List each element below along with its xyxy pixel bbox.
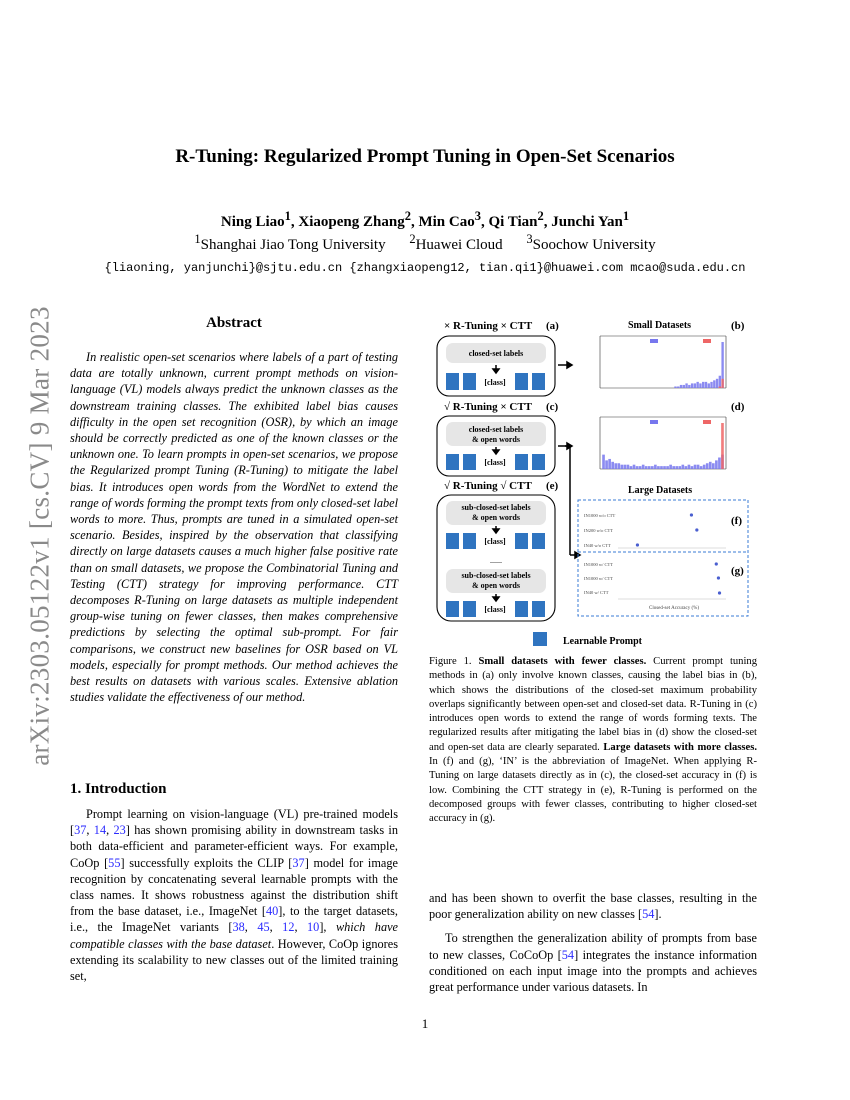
svg-text:sub-closed-set labels: sub-closed-set labels xyxy=(461,503,531,512)
learnable-prompt-token xyxy=(532,373,545,390)
histogram-bar-open xyxy=(703,465,706,469)
author-name: Xiaopeng Zhang xyxy=(298,214,405,230)
figure-caption: Figure 1. Small datasets with fewer classes. Current prompt tuning methods in (a) only involve known classes, causing the label bias in (b), which shows the distributions of the closed-set maximum probability overlaps significantly between open-set and closed-set data. R-Tuning in (c) introduces open words to extend the range of words forming texts. The regularized results after mitigating the label bias in (d) show the closed-set and open-set data are clearly separated. Large datasets with more classes. In (f) and (g), ‘IN’ is the abbreviation of ImageNet. When applying R-Tuning on large datasets directly as in (c), the closed-set accuracy in (f) is low. Combining the CTT strategy in (e), R-Tuning is performed on the decomposed groups with fewer classes, contributing to higher closed-set accuracy in (g). xyxy=(429,656,758,825)
histogram-bar-close xyxy=(685,383,687,388)
citation-link[interactable]: 37 xyxy=(74,823,87,838)
svg-text:IN1000 w/ CTT: IN1000 w/ CTT xyxy=(584,562,613,567)
histogram-bar-close xyxy=(696,382,698,388)
legend-learnable-label: Learnable Prompt xyxy=(563,636,642,647)
learnable-prompt-token xyxy=(515,373,528,390)
histogram-bar-open xyxy=(630,466,633,469)
author-name: Min Cao xyxy=(418,214,475,230)
citation-link[interactable]: 54 xyxy=(642,907,655,922)
panel-tag-e: (e) xyxy=(546,480,559,492)
scatter-point xyxy=(717,576,720,579)
panel-tag-c: (c) xyxy=(546,401,559,413)
histogram-bar-open xyxy=(614,463,617,469)
histogram-bar-open xyxy=(608,459,611,469)
histogram-bar-open xyxy=(651,466,654,469)
svg-text:closed-set labels: closed-set labels xyxy=(468,425,524,434)
histogram-bar-open xyxy=(719,386,721,388)
scatter-point xyxy=(695,528,698,531)
svg-text:IN40 w/o CTT: IN40 w/o CTT xyxy=(584,543,611,548)
citation-link[interactable]: 12 xyxy=(282,920,295,935)
histogram-bar-open xyxy=(715,460,718,469)
histogram-bar-open xyxy=(721,379,723,388)
ellipsis: ...... xyxy=(490,556,502,565)
scatter-point xyxy=(718,591,721,594)
histogram-bar-open xyxy=(669,465,672,469)
panel-a-label: × R-Tuning × CTT xyxy=(444,320,533,332)
histogram-bar-open xyxy=(648,466,651,469)
histogram-bar-open xyxy=(663,466,666,469)
svg-text:IN1000 w/ CTT: IN1000 w/ CTT xyxy=(584,576,613,581)
histogram-bar-open xyxy=(709,462,712,469)
right-arrow-icon xyxy=(558,362,572,368)
histogram-bar-close xyxy=(688,385,690,388)
citation-link[interactable]: 45 xyxy=(257,920,270,935)
small-datasets-title: Small Datasets xyxy=(628,320,692,331)
author-emails: {liaoning, yanjunchi}@sjtu.edu.cn {zhangxiaopeng12, tian.qi1}@huawei.com mcao@suda.edu.cn xyxy=(104,261,746,275)
scatter-point xyxy=(636,543,639,546)
histogram-bar-open xyxy=(688,465,691,469)
arxiv-identifier: arXiv:2303.05122v1 [cs.CV] 9 Mar 2023 xyxy=(24,306,55,766)
histogram-bar-open xyxy=(611,462,614,469)
author-name: Junchi Yan xyxy=(551,214,623,230)
histogram-bar-open xyxy=(678,466,681,469)
histogram-bar-open xyxy=(660,466,663,469)
section-heading-introduction: 1. Introduction xyxy=(70,781,167,797)
histogram-b xyxy=(600,336,726,388)
histogram-bar-close xyxy=(716,379,718,388)
affiliation: Shanghai Jiao Tong University xyxy=(200,237,386,253)
histogram-bar-close xyxy=(721,423,724,469)
svg-text:sub-closed-set labels: sub-closed-set labels xyxy=(461,571,531,580)
x-axis-label: Closed-set Accuracy (%) xyxy=(649,606,699,611)
legend-swatch-close xyxy=(650,339,658,343)
svg-text:[class]: [class] xyxy=(484,537,506,546)
histogram-bar-open xyxy=(654,465,657,469)
histogram-bar-open xyxy=(602,455,605,469)
histogram-bar-open xyxy=(627,465,630,469)
panel-tag-d: (d) xyxy=(731,401,745,413)
histogram-bar-open xyxy=(666,466,669,469)
class-token: [class] xyxy=(484,378,506,387)
scatter-g xyxy=(584,562,726,611)
histogram-bar-open xyxy=(697,465,700,469)
histogram-bar-close xyxy=(674,386,676,388)
histogram-bar-open xyxy=(605,460,608,469)
histogram-bar-open xyxy=(694,465,697,469)
histogram-bar-close xyxy=(699,383,701,388)
introduction-text: Prompt learning on vision-language (VL) pre-trained models [37, 14, 23] has shown promising ability in downstream tasks in both data-efficient and parameter-efficient ways. For example, CoOp [55] successfully exploits the CLIP [37] model for image recognition by concatenating several learnable prompts with the class names. It shows robustness against the distribution shift from the base dataset, i.e., ImageNet [40], to the target datasets, i.e., the ImageNet variants [38, 45, 12, 10], which have compatible classes with the base dataset. However, CoOp ignores extending its scalability to new classes out of the limited training set, xyxy=(70,807,399,984)
right-column-text: and has been shown to overfit the base classes, resulting in the poor generalization ability on new classes [54]. To strengthen the generalization ability of prompts from base to new classes, CoCoOp [54] integrates the instance information conditioned on each input image into the prompts and achieves great performance under various datasets. In xyxy=(429,891,757,995)
legend-learnable-swatch xyxy=(533,632,547,646)
legend-swatch-open xyxy=(703,339,711,343)
svg-text:[class]: [class] xyxy=(484,458,506,467)
large-datasets-title: Large Datasets xyxy=(628,485,693,496)
histogram-bar-open xyxy=(642,465,645,469)
histogram-bar-open xyxy=(691,466,694,469)
abstract-text: In realistic open-set scenarios where labels of a part of testing data are totally unknown, current prompt methods on vision-language (VL) models always predict the unknown classes as the downstream training classes. The exhibited label bias causes difficulty in the open set recognition (OSR), by which an image should be correctly predicted as one of the known classes or the unknown one. To learn prompts in open-set scenarios, we propose the Regularized prompt Tuning (R-Tuning) to mitigate the label bias. It introduces open words from the WordNet to extend the range of words forming the prompt texts from only closed-set label words to more. Thus, prompts are tuned in a simulated open-set scenario. Besides, inspired by the observation that classifying directly on large datasets causes a much higher false positive rate than on small datasets, we propose the Combinatorial Tuning and Testing (CTT) strategy for improving performance. CTT decomposes R-Tuning on large datasets as multiple independent group-wise tuning on fewer classes, then makes comprehensive predictions by selecting the optimal sub-prompt. For fair comparisons, we construct new baselines for OSR based on VL models, especially for prompt methods. Our method achieves the best results on datasets with various scales. Extensive ablation studies validate the effectiveness of our method. xyxy=(70,350,398,705)
panel-tag-f: (f) xyxy=(731,515,742,527)
svg-text:IN40 w/ CTT: IN40 w/ CTT xyxy=(584,590,609,595)
panel-tag-g: (g) xyxy=(731,565,744,577)
author-name: Qi Tian xyxy=(488,214,538,230)
histogram-bar-close xyxy=(680,385,682,388)
histogram-bar-open xyxy=(636,466,639,469)
pill-text: closed-set labels xyxy=(468,349,524,358)
histogram-bar-open xyxy=(675,466,678,469)
histogram-bar-open xyxy=(672,466,675,469)
histogram-bar-open xyxy=(624,465,627,469)
citation-link[interactable]: 38 xyxy=(232,920,245,935)
scatter-point xyxy=(690,513,693,516)
panel-tag-a: (a) xyxy=(546,320,559,332)
histogram-bar-open xyxy=(633,465,636,469)
svg-text:IN1000 w/o CTT: IN1000 w/o CTT xyxy=(584,513,616,518)
histogram-d xyxy=(600,417,726,469)
svg-text:& open words: & open words xyxy=(471,513,521,522)
svg-text:& open words: & open words xyxy=(471,435,521,444)
histogram-bar-close xyxy=(694,383,696,388)
histogram-bar-open xyxy=(685,466,688,469)
histogram-bar-open xyxy=(639,466,642,469)
arxiv-watermark xyxy=(20,296,60,776)
paper-title: R-Tuning: Regularized Prompt Tuning in Open-Set Scenarios xyxy=(175,146,675,167)
histogram-bar-close xyxy=(677,386,679,388)
histogram-bar-close xyxy=(710,382,712,388)
panel-e-label: √ R-Tuning √ CTT xyxy=(444,480,532,492)
affiliation: Huawei Cloud xyxy=(415,237,503,253)
citation-link[interactable]: 23 xyxy=(113,823,126,838)
histogram-bar-open xyxy=(718,458,721,470)
figure-1 xyxy=(428,312,760,650)
histogram-bar-close xyxy=(683,385,685,388)
abstract-heading: Abstract xyxy=(206,315,262,331)
svg-text:& open words: & open words xyxy=(471,581,521,590)
learnable-prompt-token xyxy=(446,373,459,390)
page-number: 1 xyxy=(421,1016,429,1031)
histogram-bar-close xyxy=(713,380,715,388)
histogram-bar-open xyxy=(682,465,685,469)
histogram-bar-open xyxy=(712,463,715,469)
svg-text:IN200 w/o CTT: IN200 w/o CTT xyxy=(584,528,613,533)
histogram-bar-close xyxy=(719,376,721,388)
scatter-f xyxy=(584,513,726,548)
histogram-bar-open xyxy=(706,463,709,469)
histogram-bar-close xyxy=(702,382,704,388)
panel-tag-b: (b) xyxy=(731,320,745,332)
histogram-bar-close xyxy=(705,382,707,388)
citation-link[interactable]: 55 xyxy=(108,855,121,870)
affiliation: Soochow University xyxy=(532,237,656,253)
scatter-point xyxy=(715,562,718,565)
citation-link[interactable]: 10 xyxy=(307,920,320,935)
author-list: Ning Liao$^1$, Xiaopeng Zhang$^2$, Min Cao$^3$, Qi Tian$^2$, Junchi Yan$^1$ xyxy=(220,209,630,230)
citation-link[interactable]: 54 xyxy=(561,947,575,962)
histogram-bar-open xyxy=(645,466,648,469)
histogram-bar-open xyxy=(700,466,703,469)
histogram-bar-close xyxy=(708,383,710,388)
histogram-bar-open xyxy=(621,465,624,469)
affiliations: $^1$Shanghai Jiao Tong University $^2$Huawei Cloud $^3$Soochow University xyxy=(194,232,656,253)
citation-link[interactable]: 14 xyxy=(93,823,107,838)
svg-text:[class]: [class] xyxy=(484,605,506,614)
learnable-prompt-token xyxy=(463,373,476,390)
citation-link[interactable]: 37 xyxy=(292,855,305,870)
histogram-bar-open xyxy=(617,463,620,469)
panel-c-label: √ R-Tuning × CTT xyxy=(444,401,533,413)
histogram-bar-close xyxy=(691,383,693,388)
author-name: Ning Liao xyxy=(220,214,285,230)
histogram-bar-open xyxy=(657,466,660,469)
citation-link[interactable]: 40 xyxy=(265,904,279,919)
